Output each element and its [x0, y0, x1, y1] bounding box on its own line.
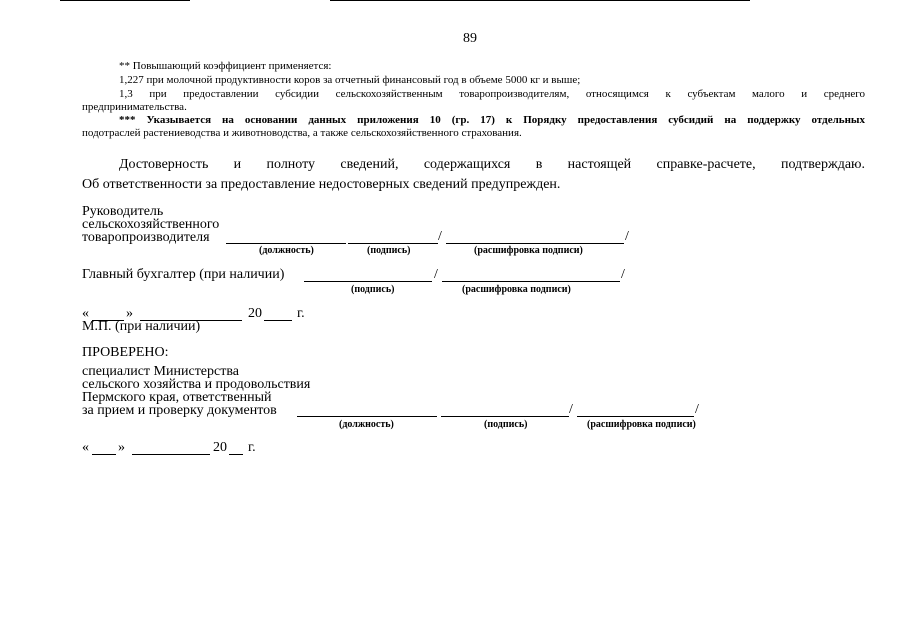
coef-title: ** Повышающий коэффициент применяется:: [119, 60, 332, 72]
head-label-line2: сельскохозяйственного: [82, 217, 220, 232]
head-position-line[interactable]: [226, 243, 346, 244]
confirmation-line1: Достоверность и полноту сведений, содержащихся в настоящей справке-расчете, подтверждаю.: [119, 157, 865, 172]
note3-line2: подотраслей растениеводства и животноводства, а также сельскохозяйственного страхования.: [82, 127, 522, 139]
accountant-slash: /: [434, 267, 438, 282]
head-caption-decoding: (расшифровка подписи): [474, 245, 583, 256]
coef-13-line1: 1,3 при предоставлении субсидии сельскохозяйственным товаропроизводителям, относящимся к субъектам малого и среднего: [119, 88, 865, 100]
date1-open-quote: «: [82, 306, 89, 321]
verified-decoding-line[interactable]: [577, 416, 694, 417]
date2-close-quote: »: [118, 440, 125, 455]
coef-13-line2: предпринимательства.: [82, 101, 187, 113]
verified-slash: /: [695, 402, 699, 417]
verified-caption-position: (должность): [339, 419, 394, 430]
head-slash: /: [625, 229, 629, 244]
date2-year-prefix: 20: [213, 440, 227, 455]
verified-line2: сельского хозяйства и продовольствия: [82, 377, 311, 392]
head-caption-signature: (подпись): [367, 245, 411, 256]
verified-caption-signature: (подпись): [484, 419, 528, 430]
date1-close-quote: »: [126, 306, 133, 321]
accountant-signature-line[interactable]: [304, 281, 432, 282]
coef-1227: 1,227 при молочной продуктивности коров за отчетный финансовый год в объеме 5000 кг и выше;: [119, 74, 581, 86]
top-edge-line: [60, 0, 190, 1]
verified-position-line[interactable]: [297, 416, 437, 417]
note3-line1: *** Указывается на основании данных приложения 10 (гр. 17) к Порядку предоставления субсидий на поддержку отдельных: [119, 114, 865, 126]
date2-day-line[interactable]: [92, 454, 116, 455]
accountant-caption-decoding: (расшифровка подписи): [462, 284, 571, 295]
verified-signature-line[interactable]: [441, 416, 569, 417]
accountant-label: Главный бухгалтер (при наличии): [82, 267, 285, 282]
verified-line1: специалист Министерства: [82, 364, 239, 379]
head-slash: /: [438, 229, 442, 244]
verified-line3: Пермского края, ответственный: [82, 390, 272, 405]
top-edge-line: [330, 0, 750, 1]
date2-open-quote: «: [82, 440, 89, 455]
accountant-decoding-line[interactable]: [442, 281, 620, 282]
verified-slash: /: [569, 402, 573, 417]
date1-year-suffix: г.: [297, 306, 305, 321]
accountant-caption-signature: (подпись): [351, 284, 395, 295]
confirmation-line2: Об ответственности за предоставление недостоверных сведений предупрежден.: [82, 177, 561, 192]
head-label-line1: Руководитель: [82, 204, 164, 219]
seal-label: М.П. (при наличии): [82, 319, 201, 334]
date1-year-prefix: 20: [248, 306, 262, 321]
date1-year-line[interactable]: [264, 320, 292, 321]
date2-year-line[interactable]: [229, 454, 243, 455]
accountant-slash: /: [621, 267, 625, 282]
head-signature-line[interactable]: [348, 243, 438, 244]
verified-caption-decoding: (расшифровка подписи): [587, 419, 696, 430]
verified-line4: за прием и проверку документов: [82, 403, 277, 418]
page-number: 89: [463, 31, 477, 46]
verified-title: ПРОВЕРЕНО:: [82, 345, 169, 360]
date2-month-line[interactable]: [132, 454, 210, 455]
head-decoding-line[interactable]: [446, 243, 624, 244]
date2-year-suffix: г.: [248, 440, 256, 455]
head-caption-position: (должность): [259, 245, 314, 256]
head-label-line3: товаропроизводителя: [82, 230, 210, 245]
